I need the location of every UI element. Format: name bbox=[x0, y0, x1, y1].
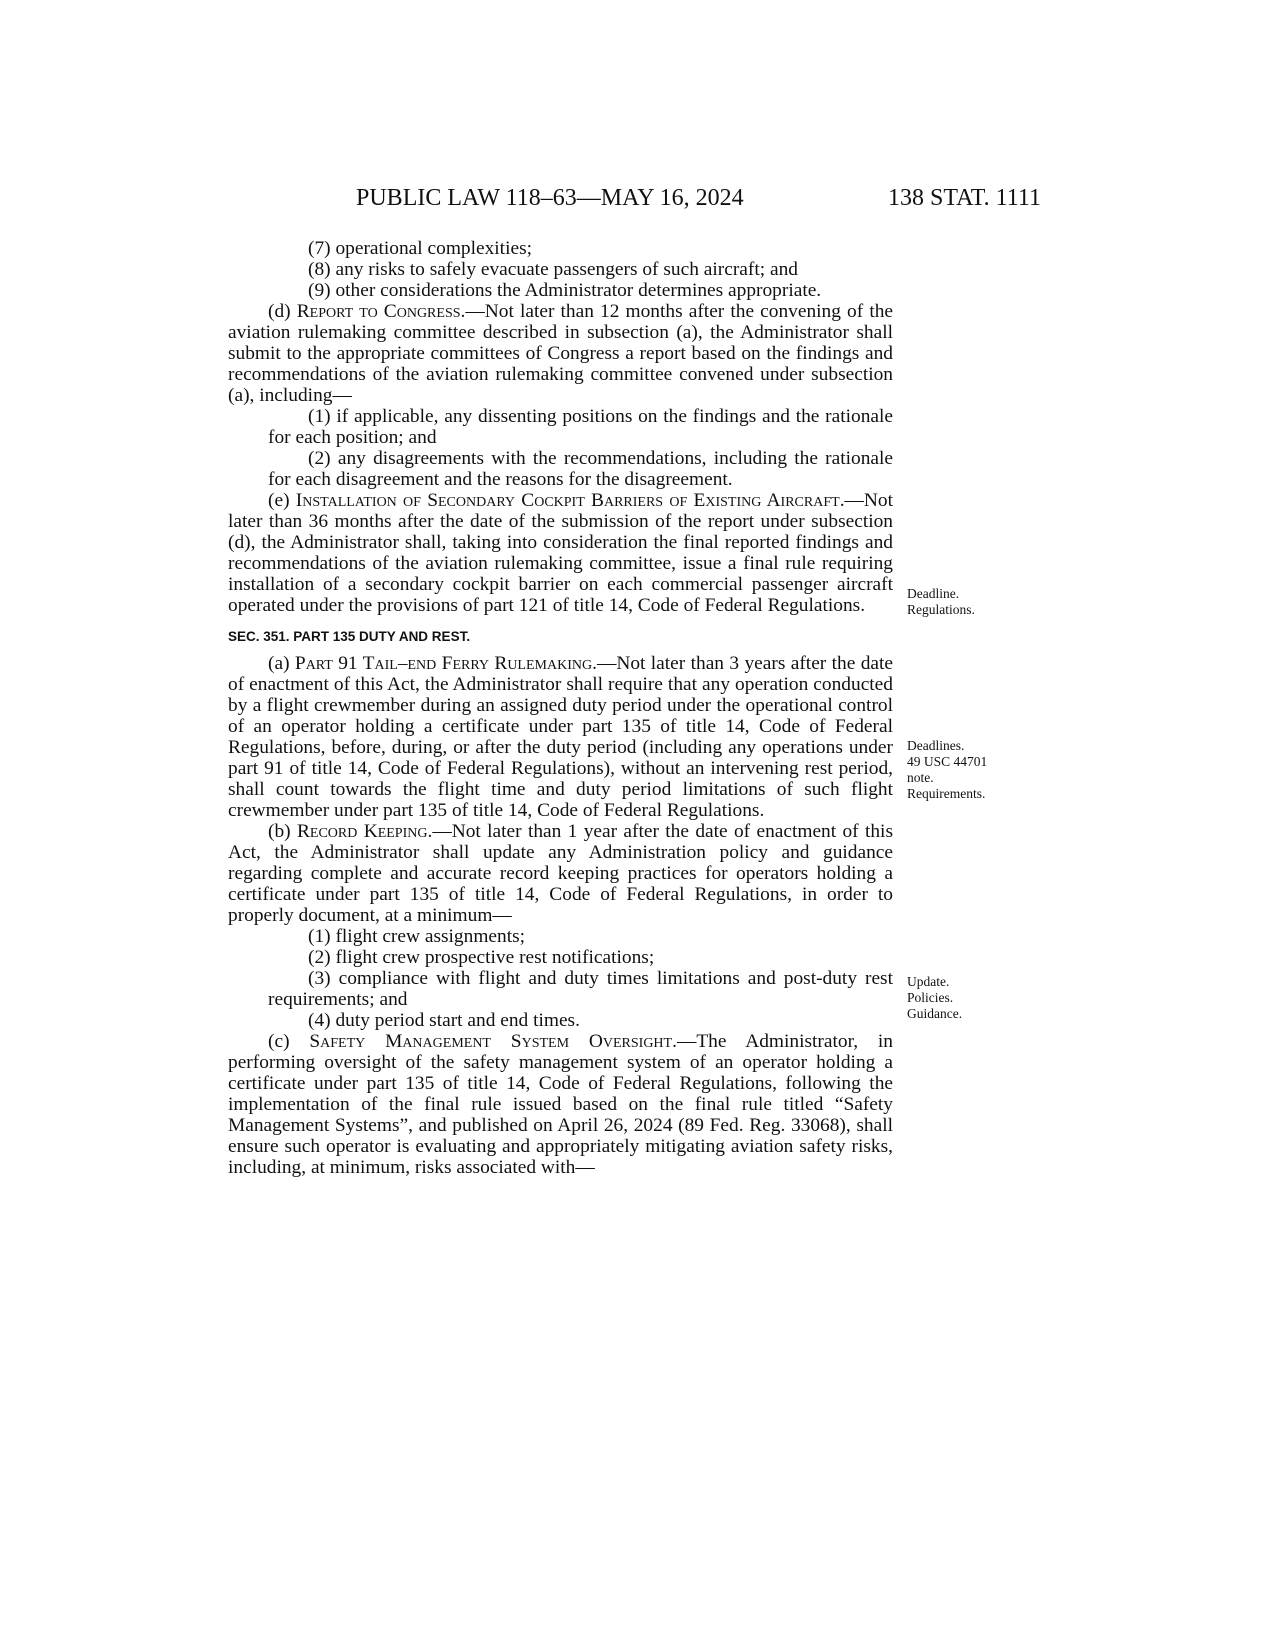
subsection-d bbox=[228, 301, 893, 406]
subsection-d-2: (2) any disagreements with the recommendations, including the rationale for each disagreement and the reasons for the disagreement. bbox=[268, 448, 893, 490]
subsection-e-body: .—Not later than 36 months after the date of the submission of the report under subsection (d), the Administrator shall, taking into consideration the final reported findings and recommendations of the aviation rulemaking committee, issue a final rule requiring installation of a secondary cockpit barrier on each commercial passenger aircraft operated under the provisions of part 121 of title 14, Code of Federal Regulations. bbox=[228, 490, 894, 616]
subsection-c-label: (c) bbox=[268, 1031, 310, 1052]
statute-body bbox=[228, 238, 893, 1178]
running-title: PUBLIC LAW 118–63—MAY 16, 2024 bbox=[356, 185, 744, 211]
margin-note-line: Deadline. bbox=[907, 586, 960, 601]
margin-note-line: Policies. bbox=[907, 990, 954, 1005]
margin-note-line: Update. bbox=[907, 974, 950, 989]
paragraph-7: (7) operational complexities; bbox=[308, 238, 532, 259]
subsection-a-title: Part 91 Tail–end Ferry Rulemaking bbox=[294, 653, 593, 674]
subsection-a-body: .—Not later than 3 years after the date of enactment of this Act, the Administrator shall require that any operation conducted by a flight crewmember during an assigned duty period under the operational control of an operator holding a certificate under part 135 of title 14, Code of Federal Regulations, before, during, or after the duty period (including any operations under part 91 of title 14, Code of Federal Regulations), without an intervening rest period, shall count towards the flight time and duty period limitations of such flight crewmember under part 135 of title 14, Code of Federal Regulations. bbox=[228, 653, 893, 821]
margin-note-line: Deadlines. bbox=[907, 738, 965, 753]
subsection-d-label: (d) bbox=[268, 301, 297, 322]
page-header bbox=[0, 181, 1275, 217]
subsection-b-4: (4) duty period start and end times. bbox=[308, 1010, 580, 1031]
subsection-e bbox=[228, 490, 893, 616]
subsection-b-3: (3) compliance with flight and duty times limitations and post-duty rest requirements; and bbox=[268, 968, 893, 1010]
subsection-e-label: (e) bbox=[268, 490, 296, 511]
margin-note-deadline-regulations bbox=[907, 586, 975, 618]
margin-note-line: Guidance. bbox=[907, 1006, 963, 1021]
margin-note-deadlines-requirements bbox=[907, 738, 987, 802]
subsection-c bbox=[228, 1031, 893, 1178]
subsection-b-label: (b) bbox=[268, 821, 297, 842]
subsection-a-label: (a) bbox=[268, 653, 295, 674]
subsection-b-body: .—Not later than 1 year after the date of enactment of this Act, the Administrator shall update any Administration policy and guidance regarding complete and accurate record keeping practices for operators holding a certificate under part 135 of title 14, Code of Federal Regulations, in order to properly document, at a minimum— bbox=[228, 821, 893, 926]
margin-note-line: Requirements. bbox=[907, 786, 986, 801]
paragraph-8: (8) any risks to safely evacuate passengers of such aircraft; and bbox=[308, 259, 798, 280]
subsection-e-title: Installation of Secondary Cockpit Barriers of Existing Aircraft bbox=[295, 490, 840, 511]
subsection-b-title: Record Keeping bbox=[296, 821, 428, 842]
subsection-c-title: Safety Management System Oversight bbox=[309, 1031, 673, 1052]
margin-note-line: note. bbox=[907, 770, 934, 785]
subsection-b-1: (1) flight crew assignments; bbox=[308, 926, 526, 947]
statute-page-number: 138 STAT. 1111 bbox=[888, 185, 1041, 211]
subsection-d-title: Report to Congress bbox=[296, 301, 461, 322]
section-heading: SEC. 351. PART 135 DUTY AND REST. bbox=[228, 629, 471, 644]
margin-note-line: Regulations. bbox=[907, 602, 975, 617]
subsection-d-1: (1) if applicable, any dissenting positions on the findings and the rationale for each position; and bbox=[268, 406, 893, 448]
subsection-b-2: (2) flight crew prospective rest notifications; bbox=[308, 947, 655, 968]
subsection-d-body: .—Not later than 12 months after the convening of the aviation rulemaking committee described in subsection (a), the Administrator shall submit to the appropriate committees of Congress a report based on the findings and recommendations of the aviation rulemaking committee convened under subsection (a), including— bbox=[228, 301, 894, 406]
subsection-a bbox=[228, 653, 893, 821]
subsection-b bbox=[228, 821, 893, 926]
subsection-c-body: .—The Administrator, in performing oversight of the safety management system of an operator holding a certificate under part 135 of title 14, Code of Federal Regulations, following the implementation of the final rule issued based on the final rule titled “Safety Management Systems”, and published on April 26, 2024 (89 Fed. Reg. 33068), shall ensure such operator is evaluating and appropriately mitigating aviation safety risks, including, at minimum, risks associated with— bbox=[228, 1031, 894, 1178]
margin-note-line: 49 USC 44701 bbox=[907, 754, 988, 769]
paragraph-9: (9) other considerations the Administrator determines appropriate. bbox=[308, 280, 822, 301]
margin-note-update-policies-guidance bbox=[907, 974, 962, 1022]
